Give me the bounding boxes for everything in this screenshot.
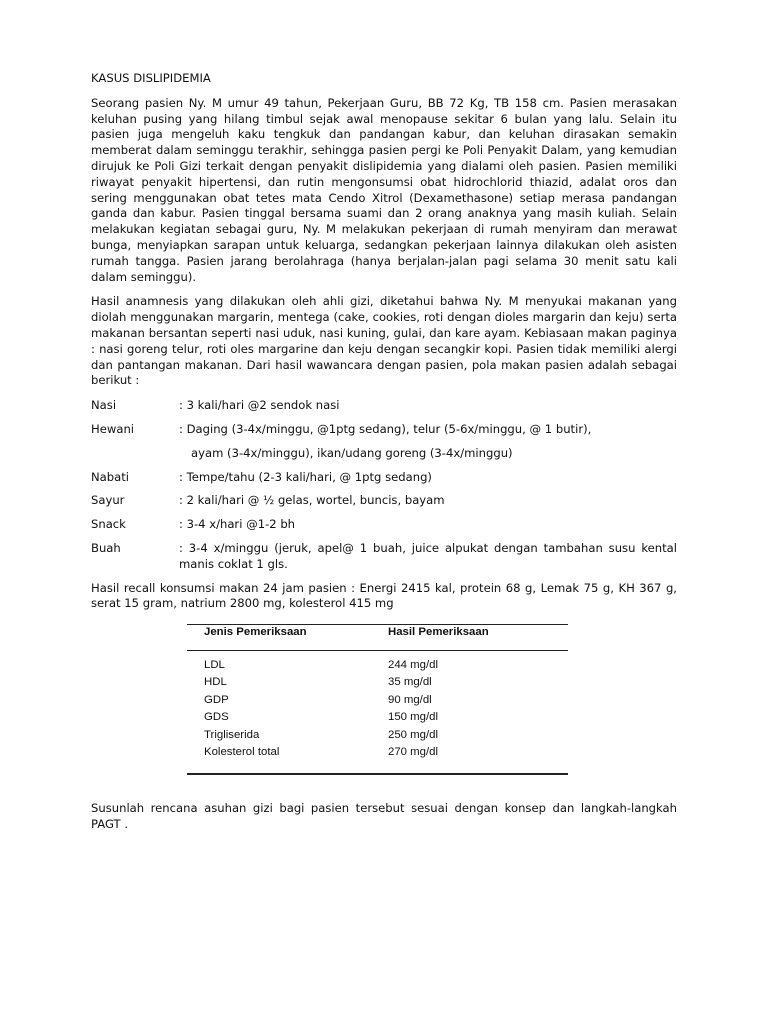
diet-item <box>91 470 677 486</box>
column-header: Jenis Pemeriksaan <box>187 625 371 651</box>
diet-item-label: Sayur <box>91 493 125 508</box>
diet-item-label: Nabati <box>91 469 130 484</box>
table-row <box>187 709 568 727</box>
diet-item-continuation: ayam (3-4x/minggu), ikan/udang goreng (3-4x/minggu) <box>191 445 513 460</box>
table-cell-result: 35 mg/dl <box>388 676 432 689</box>
lab-results-table <box>187 624 568 775</box>
diet-item <box>91 422 677 462</box>
table-cell-result: 270 mg/dl <box>371 744 568 774</box>
table-row <box>187 692 568 710</box>
lab-results-table-wrapper <box>187 624 568 775</box>
diet-item <box>91 517 677 533</box>
diet-item-label: Hewani <box>91 421 135 436</box>
diet-item <box>91 541 677 573</box>
table-cell-result: 244 mg/dl <box>388 658 439 671</box>
diet-item-value: : 3 kali/hari @2 sendok nasi <box>179 398 340 413</box>
table-cell-test: GDS <box>204 711 229 724</box>
table-row <box>187 674 568 692</box>
table-row <box>187 650 568 674</box>
case-description-paragraph: Seorang pasien Ny. M umur 49 tahun, Pekerjaan Guru, BB 72 Kg, TB 158 cm. Pasien merasakan keluhan pusing yang hilang timbul sejak awal menopause sekitar 6 bulan yang lalu. Selain itu pasien juga mengeluh kaku tengkuk dan pandangan kabur, dan keluhan dirasakan semakin memberat dalam seminggu terakhir, sehingga pasien pergi ke Poli Penyakit Dalam, yang kemudian dirujuk ke Poli Gizi terkait dengan penyakit dislipidemia yang dialami oleh pasien. Pasien memiliki riwayat penyakit hipertensi, dan rutin mengonsumsi obat hidrochlorid thiazid, adalat oros dan sering menggunakan obat tetes mata Cendo Xitrol (Dexamethasone) setiap merasa pandangan ganda dan kabur. Pasien tinggal bersama suami dan 2 orang anaknya yang masih kuliah. Selain melakukan kegiatan sebagai guru, Ny. M melakukan pekerjaan di rumah menyiram dan merawat bunga, menyiapkan sarapan untuk keluarga, sedangkan pekerjaan lainnya dilakukan oleh asisten rumah tangga. Pasien jarang berolahraga (hanya berjalan-jalan pagi selama 30 menit satu kali dalam seminggu). <box>91 95 677 284</box>
diet-item-value: : Daging (3-4x/minggu, @1ptg sedang), telur (5-6x/minggu, @ 1 butir), ayam (3-4x/minggu), ikan/udang goreng (3-4x/minggu) <box>179 422 677 462</box>
diet-item-label: Snack <box>91 517 126 532</box>
table-cell-test: HDL <box>204 676 227 689</box>
diet-item-value: : 3-4 x/minggu (jeruk, apel@ 1 buah, juice alpukat dengan tambahan susu kental manis coklat 1 gls. <box>179 540 677 571</box>
table-row <box>187 727 568 745</box>
table-cell-result: 250 mg/dl <box>388 728 439 741</box>
table-cell-result: 150 mg/dl <box>388 711 439 724</box>
document-page <box>91 71 677 842</box>
recall-paragraph: Hasil recall konsumsi makan 24 jam pasien : Energi 2415 kal, protein 68 g, Lemak 75 g, KH 367 g, serat 15 gram, natrium 2800 mg, kolesterol 415 mg <box>91 580 677 611</box>
table-cell-test: Kolesterol total <box>187 744 371 774</box>
table-cell-test: GDP <box>204 693 229 706</box>
diet-item-value: : Tempe/tahu (2-3 kali/hari, @ 1ptg sedang) <box>179 469 432 484</box>
diet-item <box>91 493 677 509</box>
table-cell-test: LDL <box>204 658 225 671</box>
diet-pattern-list <box>91 398 677 572</box>
diet-item <box>91 398 677 414</box>
diet-item-label: Nasi <box>91 398 117 413</box>
diet-item-value: : 2 kali/hari @ ½ gelas, wortel, buncis, bayam <box>179 493 445 508</box>
closing-instruction: Susunlah rencana asuhan gizi bagi pasien tersebut sesuai dengan konsep dan langkah-langkah PAGT . <box>91 800 677 831</box>
column-header: Hasil Pemeriksaan <box>371 625 568 651</box>
anamnesis-paragraph: Hasil anamnesis yang dilakukan oleh ahli gizi, diketahui bahwa Ny. M menyukai makanan yang diolah menggunakan margarin, mentega (cake, cookies, roti dengan dioles margarin dan keju) serta makanan bersantan seperti nasi uduk, nasi kuning, gulai, dan kare ayam. Kebiasaan makan paginya : nasi goreng telur, roti oles margarine dan keju dengan secangkir kopi. Pasien tidak memiliki alergi dan pantangan makanan. Dari hasil wawancara dengan pasien, pola makan pasien adalah sebagai berikut : <box>91 294 677 388</box>
diet-item-label: Buah <box>91 540 121 555</box>
table-header-row <box>187 625 568 651</box>
table-row <box>187 744 568 774</box>
diet-item-value: : 3-4 x/hari @1-2 bh <box>179 517 296 532</box>
table-cell-test: Trigliserida <box>204 728 260 741</box>
table-cell-result: 90 mg/dl <box>388 693 432 706</box>
case-title: KASUS DISLIPIDEMIA <box>91 71 211 85</box>
